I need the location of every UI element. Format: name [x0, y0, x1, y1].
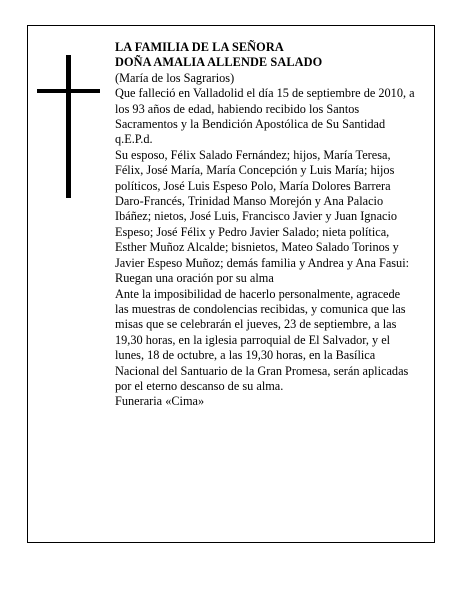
cross-vertical-bar	[66, 55, 71, 198]
cross-horizontal-bar	[37, 89, 100, 93]
obituary-text	[115, 40, 415, 410]
heading-family: LA FAMILIA DE LA SEÑORA	[115, 40, 284, 54]
masses-paragraph: Ante la imposibilidad de hacerlo personalmente, agracede las muestras de condolencias recibidas, y comunica que las misas que se celebrarán el jueves, 23 de septiembre, a las 19,30 horas, en la iglesia parroquial de El Salvador, y el lunes, 18 de octubre, a las 19,30 horas, en la Basílica Nacional del Santuario de la Gran Promesa, serán aplicadas por el eterno descanso de su alma.	[115, 286, 409, 393]
rip-abbreviation: q.E.P.d.	[115, 132, 153, 147]
prayer-request: Ruegan una oración por su alma	[115, 271, 274, 286]
family-paragraph: Su esposo, Félix Salado Fernández; hijos, María Teresa, Félix, José María, María Concepción y Luis María; hijos políticos, José Luis Espeso Polo, María Dolores Barrera Daro-Francés, Trinidad Manso Morejón y Ana Palacio Ibáñez; nietos, José Luis, Francisco Javier y Juan Ignacio Espeso; José Félix y Pedro Javier Salado; nieta política, Esther Muñoz Alcalde; bisnietos, Mateo Salado Torinos y Javier Espeso Muñoz; demás familia y Andrea y Ana Fasui:	[115, 147, 410, 270]
funeral-home: Funeraria «Cima»	[115, 394, 205, 409]
heading-deceased-name: DOÑA AMALIA ALLENDE SALADO	[115, 55, 323, 70]
death-paragraph: Que falleció en Valladolid el día 15 de septiembre de 2010, a los 93 años de edad, habiendo recibido los Santos Sacramentos y la Bendición Apostólica de Su Santidad	[115, 86, 415, 132]
deceased-nickname: (María de los Sagrarios)	[115, 70, 235, 85]
